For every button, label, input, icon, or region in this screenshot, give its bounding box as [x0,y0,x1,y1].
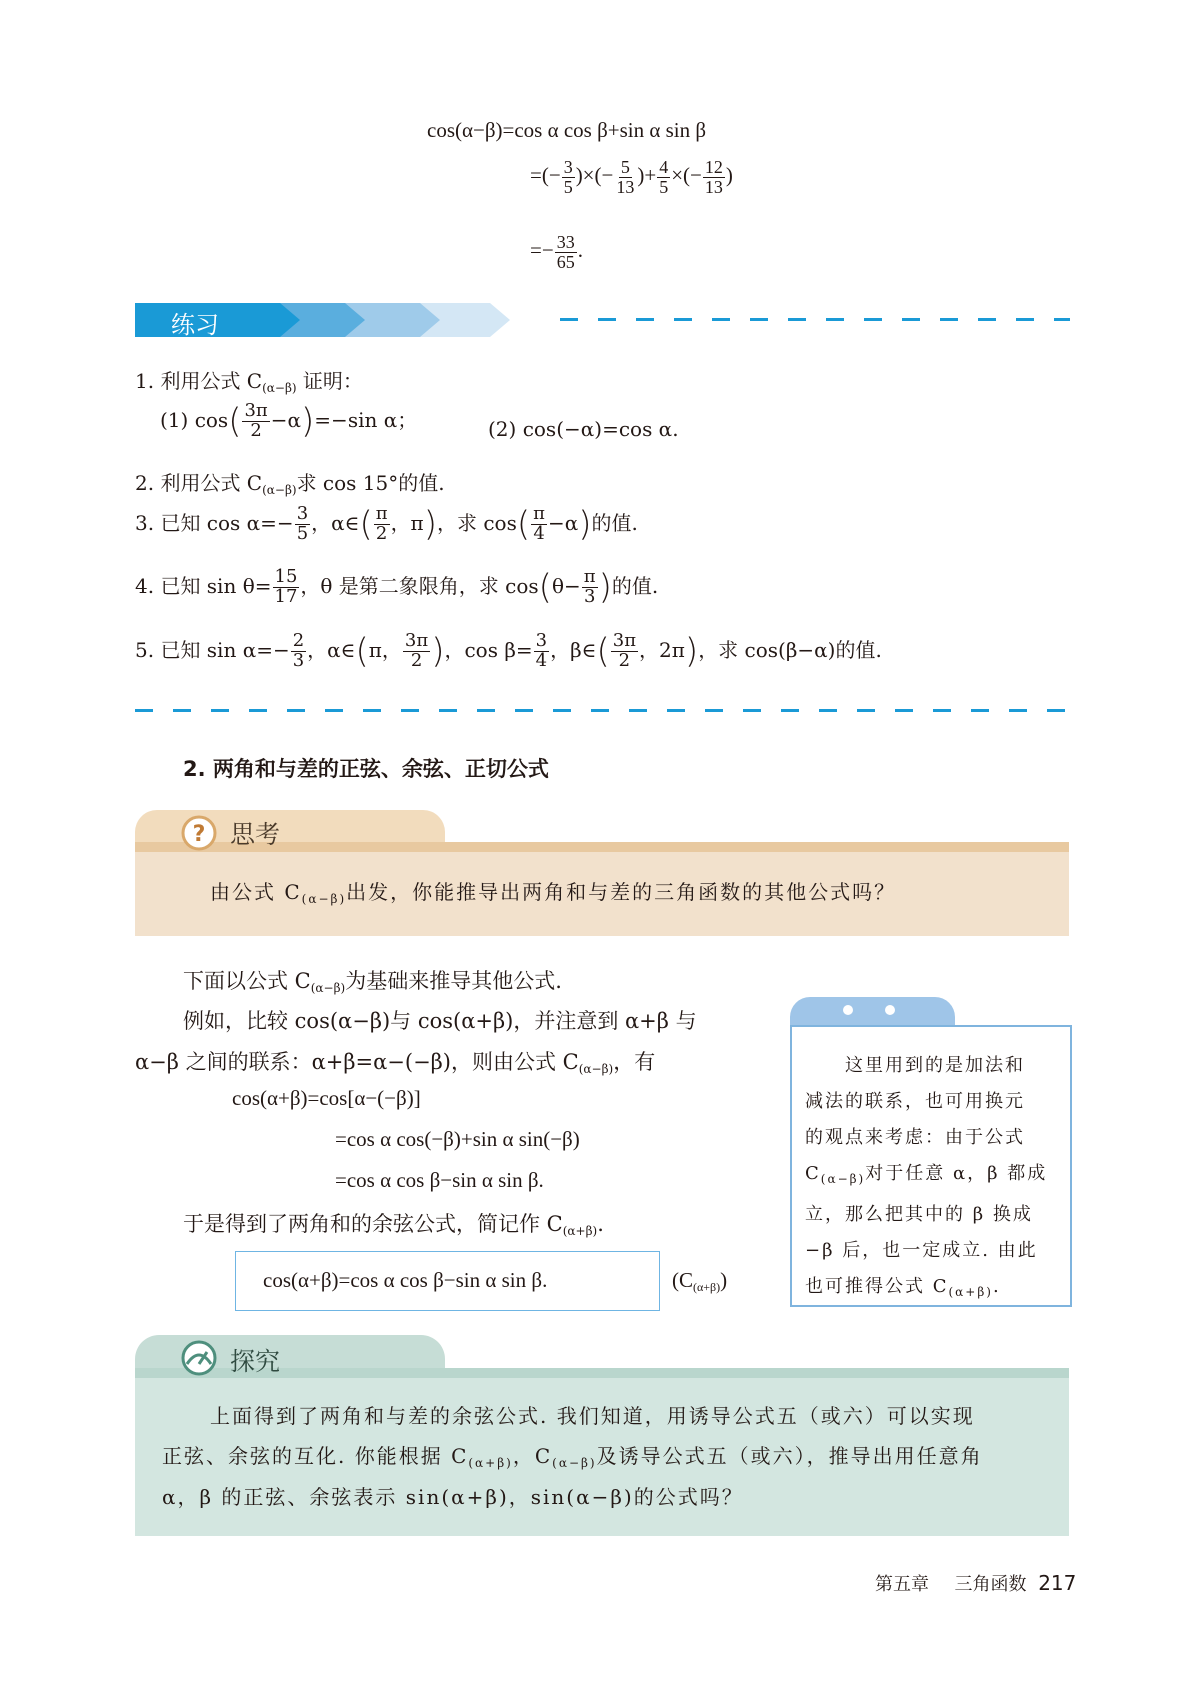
question-icon [181,815,217,851]
practice-q3: 3. 已知 cos α=− $\frac{3}{5}$ ，α∈( $\frac{\pi}{2}$ ，π)，求 cos( $\frac{\pi}{4}$ −α)的值. [135,503,638,545]
body-paragraph-2-line-2: α−β 之间的联系：α+β=α−(−β)，则由公式 $C_{(\alpha-\beta)}$，有 [135,1050,656,1076]
fraction: $\frac{33}{65}$ [556,232,575,272]
practice-top-divider [560,318,1070,321]
explore-line-2: 正弦、余弦的互化. 你能根据 $C_{(\alpha+\beta)}$，$C_{(\alpha-\beta)}$及诱导公式五（或六），推导出用任意角 [162,1444,983,1470]
fraction: $\frac{12}{13}$ [704,157,723,197]
footer-chapter: 第五章 [875,1574,929,1595]
footer-title: 三角函数 [954,1574,1027,1595]
fraction: $\frac{3\pi}{2}$ [244,400,268,441]
page-footer [875,1570,1076,1596]
fraction: $\frac{5}{13}$ [616,157,635,197]
practice-title: 练习 [171,311,219,339]
practice-q1a: (1) cos( $\frac{3\pi}{2}$ −α)=−sin α； [160,400,418,442]
fraction: $\frac{3\pi}{2}$ [404,630,429,671]
think-title: 思考 [230,820,281,849]
svg-text:?: ? [192,822,206,847]
derivation-line-1: cos(α−β)=cos α cos β+sin α sin β [427,118,707,142]
derivation-line-2: =(− $\frac{3}{5}$ )×(− $\frac{5}{13}$ )+ $\frac{4}{5}$ ×(− $\frac{12}{13}$ ) [530,157,733,197]
fraction: $\frac{\pi}{4}$ [533,503,545,544]
practice-bottom-divider [135,709,1070,712]
note-dots-icon [838,1003,918,1017]
practice-q1: 1. 利用公式 $C_{(\alpha-\beta)}$ 证明： [135,369,363,395]
fraction: $\frac{\pi}{3}$ [583,566,596,607]
fraction: $\frac{3}{5}$ [563,157,573,197]
page-number: 217 [1038,1571,1077,1595]
practice-q2: 2. 利用公式 $C_{(\alpha-\beta)}$求 cos 15°的值. [135,471,445,497]
explore-line-1: 上面得到了两角和与差的余弦公式. 我们知道，用诱导公式五（或六）可以实现 [210,1404,975,1428]
fraction: $\frac{3}{5}$ [296,503,309,544]
section-heading: 2. 两角和与差的正弦、余弦、正切公式 [183,757,549,781]
fraction: $\frac{3}{4}$ [535,630,548,671]
explore-line-3: α，β 的正弦、余弦表示 sin(α+β)，sin(α−β)的公式吗？ [162,1485,744,1509]
practice-q4: 4. 已知 sin θ= $\frac{15}{17}$ ，θ 是第二象限角，求 cos(θ− $\frac{\pi}{3}$ )的值. [135,566,659,608]
derivation-step-3: =cos α cos β−sin α sin β. [335,1168,544,1192]
side-note-text: 这里用到的是加法和 减法的联系，也可用换元 的观点来考虑：由于公式 $C_{(\alpha-\beta)}$对于任意 α，β 都成 立，那么把其中的 β 换成 −β 后，也一定成立. 由此 也可推得公式 $C_{(\alpha+\beta)}$. [805,1055,1048,1299]
formula-label: $(C_{(\alpha+\beta)})$ [672,1268,728,1294]
explore-icon [179,1340,219,1376]
practice-q1b: (2) cos(−α)=cos α. [488,417,679,441]
fraction: $\frac{2}{3}$ [292,630,305,671]
practice-q5: 5. 已知 sin α=− $\frac{2}{3}$ ，α∈(π， $\frac{3\pi}{2}$ )，cos β= $\frac{3}{4}$ ，β∈( $\frac{3\pi}{2}$ ，2π)，求 cos(β−α)的值. [135,630,882,672]
fraction: $\frac{4}{5}$ [659,157,669,197]
body-paragraph-2-line-1: 例如，比较 cos(α−β)与 cos(α+β)，并注意到 α+β 与 [183,1009,697,1033]
body-paragraph-1: 下面以公式 $C_{(\alpha-\beta)}$为基础来推导其他公式. [183,969,562,995]
body-paragraph-3: 于是得到了两角和的余弦公式，简记作 $C_{(\alpha+\beta)}$. [183,1212,604,1238]
derivation-step-1: cos(α+β)=cos[α−(−β)] [232,1086,421,1110]
fraction: $\frac{3\pi}{2}$ [612,630,637,671]
derivation-line-3: =− $\frac{33}{65}$ . [530,232,583,272]
explore-title: 探究 [230,1347,281,1376]
fraction: $\frac{\pi}{2}$ [375,503,388,544]
fraction: $\frac{15}{17}$ [274,566,298,607]
think-text: 由公式 $C_{(\alpha-\beta)}$出发，你能推导出两角和与差的三角函数的其他公式吗？ [210,880,897,906]
boxed-formula: cos(α+β)=cos α cos β−sin α sin β. [263,1268,548,1292]
derivation-step-2: =cos α cos(−β)+sin α sin(−β) [335,1127,580,1151]
